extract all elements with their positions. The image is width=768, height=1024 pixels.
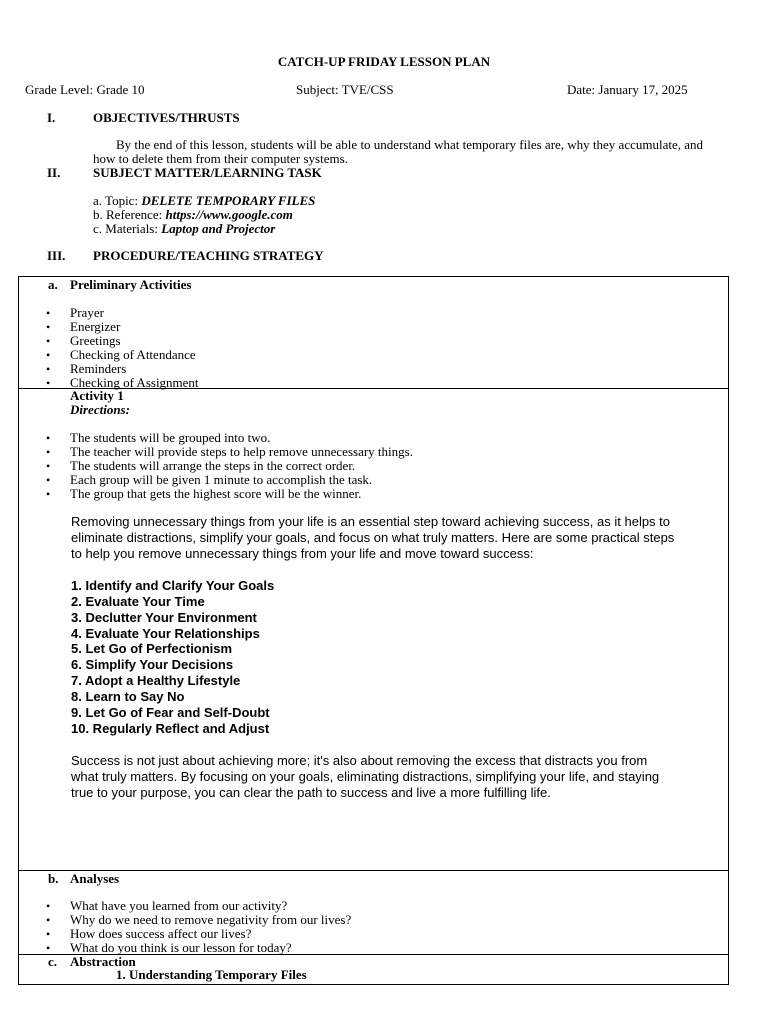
paragraph-line: Removing unnecessary things from your life is an essential step toward achieving success, as it helps to <box>71 514 671 529</box>
paragraph-line: what truly matters. By focusing on your goals, eliminating distractions, simplifying your life, and staying <box>71 769 660 784</box>
bullet-icon: • <box>46 927 51 941</box>
section-3-number: III. <box>47 248 66 263</box>
bullet-icon: • <box>46 459 51 473</box>
bullet-icon: • <box>46 473 51 487</box>
step-item: 8. Learn to Say No <box>71 689 185 704</box>
abstraction-cell <box>18 954 729 985</box>
subject: Subject: TVE/CSS <box>296 82 394 97</box>
paragraph-line: true to your purpose, you can clear the path to success and live a more fulfilling life. <box>71 785 551 800</box>
bullet-icon: • <box>46 306 51 320</box>
step-item: 4. Evaluate Your Relationships <box>71 626 260 641</box>
preliminary-activities-cell: a. Preliminary Activities • Prayer • Energizer • Greetings • Checking of Attendance • Reminders • Checking of Assignment <box>18 276 729 389</box>
materials-value: Laptop and Projector <box>161 221 276 236</box>
analyses-letter: b. <box>48 871 59 886</box>
step-item: 10. Regularly Reflect and Adjust <box>71 721 270 736</box>
materials-line <box>93 221 275 237</box>
bullet-icon: • <box>46 431 51 445</box>
bullet-icon: • <box>46 487 51 501</box>
paragraph-line: Success is not just about achieving more; it's also about removing the excess that distracts you from <box>71 753 648 768</box>
topic-label: a. Topic: <box>93 193 142 208</box>
bullet-icon: • <box>46 334 51 348</box>
section-1-heading: OBJECTIVES/THRUSTS <box>93 110 240 125</box>
bullet-icon: • <box>46 348 51 362</box>
step-item: 3. Declutter Your Environment <box>71 610 257 625</box>
bullet-icon: • <box>46 362 51 376</box>
activity-heading: Activity 1 <box>70 388 124 403</box>
step-item: 1. Identify and Clarify Your Goals <box>71 578 275 593</box>
bullet-icon: • <box>46 913 51 927</box>
materials-label: c. Materials: <box>93 221 162 236</box>
lesson-date: Date: January 17, 2025 <box>567 82 688 97</box>
section-2-number: II. <box>47 165 61 180</box>
grade-level: Grade Level: Grade 10 <box>25 82 145 97</box>
bullet-icon: • <box>46 899 51 913</box>
bullet-icon: • <box>46 320 51 334</box>
bullet-icon: • <box>46 941 51 955</box>
abstraction-letter: c. <box>48 954 58 969</box>
step-item: 2. Evaluate Your Time <box>71 594 205 609</box>
analyses-cell: b. Analyses • What have you learned from our activity? • Why do we need to remove negativity from our lives? • How does success affect our lives? • What do you think is our lesson for today? <box>18 870 729 955</box>
prelim-heading: Preliminary Activities <box>70 277 192 292</box>
analyses-heading: Analyses <box>70 871 120 886</box>
abstraction-heading: Abstraction <box>70 954 136 969</box>
document-title: CATCH-UP FRIDAY LESSON PLAN <box>277 54 491 69</box>
step-item: 6. Simplify Your Decisions <box>71 657 234 672</box>
reference-label: b. Reference: <box>93 207 166 222</box>
reference-value: https://www.google.com <box>165 207 293 222</box>
bullet-icon: • <box>46 376 51 390</box>
objective-text-line-2: how to delete them from their computer systems. <box>93 151 348 166</box>
step-item: 9. Let Go of Fear and Self-Doubt <box>71 705 270 720</box>
topic-value: DELETE TEMPORARY FILES <box>141 193 316 208</box>
objective-text-line-1: By the end of this lesson, students will be able to understand what temporary files are, why they accumulate, and <box>116 137 704 152</box>
paragraph-line: to help you remove unnecessary things from your life and move toward success: <box>71 546 534 561</box>
step-item: 7. Adopt a Healthy Lifestyle <box>71 673 241 688</box>
abstraction-subheading: 1. Understanding Temporary Files <box>116 967 307 982</box>
section-3-heading: PROCEDURE/TEACHING STRATEGY <box>93 248 324 263</box>
activity-cell: Activity 1 Directions: • The students will be grouped into two. • The teacher will provide steps to help remove unnecessary things. • The students will arrange the steps in the correct order. • Each group will be given 1 minute to accomplish the task. • The group that gets the highest score will be the winner. Removing unnecessary things from your life is an essential step toward achieving success, as it helps to eliminate distractions, simplify your goals, and focus on what truly matters. Here are some practical steps to help you remove unnecessary things from your life and move toward success: 1. Identify and Clarify Your Goals 2. Evaluate Your Time 3. Declutter Your Environment 4. Evaluate Your Relationships 5. Let Go of Perfectionism 6. Simplify Your Decisions 7. Adopt a Healthy Lifestyle 8. Learn to Say No 9. Let Go of Fear and Self-Doubt 10. Regularly Reflect and Adjust Success is not just about achieving more; it's also about removing the excess that distracts you from what truly matters. By focusing on your goals, eliminating distractions, simplifying your life, and staying true to your purpose, you can clear the path to success and live a more fulfilling life. <box>18 388 729 871</box>
section-2-heading: SUBJECT MATTER/LEARNING TASK <box>93 165 322 180</box>
paragraph-line: eliminate distractions, simplify your goals, and focus on what truly matters. Here are some practical steps <box>71 530 675 545</box>
section-1-number: I. <box>47 110 56 125</box>
prelim-letter: a. <box>48 277 58 292</box>
bullet-icon: • <box>46 445 51 459</box>
activity-directions-label: Directions: <box>70 402 130 417</box>
step-item: 5. Let Go of Perfectionism <box>71 641 233 656</box>
